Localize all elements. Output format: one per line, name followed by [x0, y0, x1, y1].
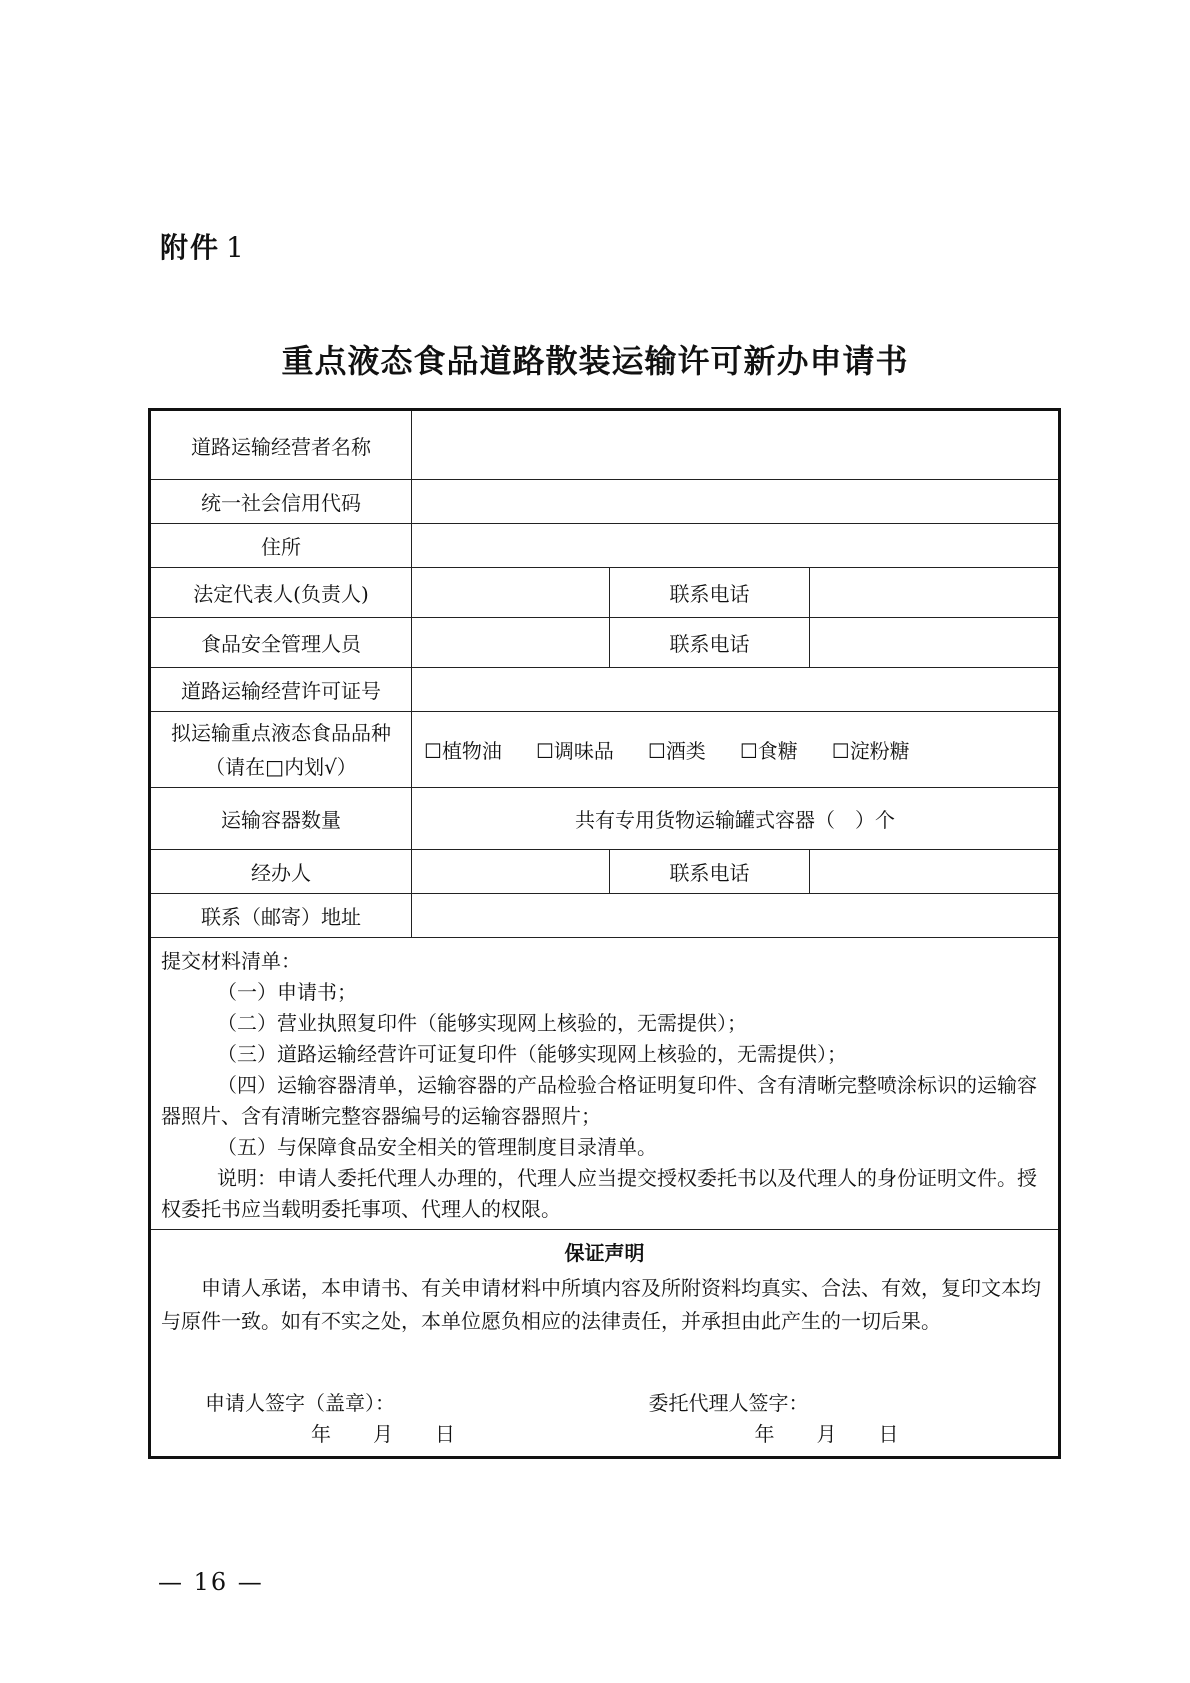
- legal-rep-label: 法定代表人(负责人): [150, 568, 412, 618]
- applicant-sign-date: [161, 1418, 605, 1450]
- variety-option-text: 淀粉糖: [849, 739, 910, 763]
- address-label: 住所: [150, 524, 412, 568]
- row-food-safety-manager: [150, 618, 1060, 668]
- variety-option-starch-sugar[interactable]: [832, 735, 910, 764]
- variety-option-text: 调味品: [553, 739, 614, 763]
- handler-phone-field[interactable]: [810, 850, 1060, 894]
- address-field[interactable]: [412, 524, 1060, 568]
- materials-item: （三）道路运输经营许可证复印件（能够实现网上核验的，无需提供）；: [217, 1042, 847, 1066]
- food-variety-label-line2: （请在□内划√）: [205, 754, 357, 779]
- legal-rep-phone-field[interactable]: [810, 568, 1060, 618]
- row-mail-address: [150, 894, 1060, 938]
- agent-signature: [605, 1388, 1049, 1450]
- checkbox-icon[interactable]: ☐: [647, 739, 666, 763]
- food-safety-manager-label: 食品安全管理人员: [150, 618, 412, 668]
- date-year: 年: [311, 1422, 331, 1446]
- applicant-sign-label: 申请人签字（盖章）：: [205, 1391, 395, 1415]
- date-month: 月: [816, 1422, 837, 1446]
- materials-note: 说明：申请人委托代理人办理的，代理人应当提交授权委托书以及代理人的身份证明文件。授权委托书应当载明委托事项、代理人的权限。: [161, 1166, 1037, 1221]
- container-count-label: 运输容器数量: [150, 788, 412, 850]
- mail-address-label: 联系（邮寄）地址: [150, 894, 412, 938]
- row-handler: [150, 850, 1060, 894]
- container-count-text[interactable]: 共有专用货物运输罐式容器（ ）个: [412, 788, 1060, 850]
- date-day: 日: [878, 1422, 899, 1446]
- variety-option-text: 植物油: [441, 739, 502, 763]
- checkbox-icon[interactable]: ☐: [535, 739, 554, 763]
- materials-item: （一）申请书；: [217, 980, 357, 1004]
- materials-item: （五）与保障食品安全相关的管理制度目录清单。: [217, 1135, 657, 1159]
- materials-heading: 提交材料清单：: [161, 949, 301, 973]
- materials-item: （四）运输容器清单，运输容器的产品检验合格证明复印件、含有清晰完整喷涂标识的运输容器照片、含有清晰完整容器编号的运输容器照片；: [161, 1073, 1037, 1128]
- row-materials: [150, 938, 1060, 1230]
- manager-phone-field[interactable]: [810, 618, 1060, 668]
- application-form-table: [148, 408, 1061, 1459]
- document-title: 重点液态食品道路散装运输许可新办申请书: [281, 342, 909, 380]
- checkbox-icon[interactable]: ☐: [424, 739, 442, 763]
- declaration-title: 保证声明: [564, 1241, 645, 1265]
- materials-item: （二）营业执照复印件（能够实现网上核验的，无需提供）；: [217, 1011, 747, 1035]
- applicant-signature: [161, 1388, 605, 1450]
- row-food-variety: [150, 712, 1060, 788]
- handler-phone-label: 联系电话: [610, 850, 810, 894]
- food-variety-options: [412, 712, 1060, 788]
- row-credit-code: [150, 480, 1060, 524]
- checkbox-icon[interactable]: ☐: [739, 739, 758, 763]
- materials-list: [150, 938, 1060, 1230]
- handler-label: 经办人: [150, 850, 412, 894]
- food-safety-manager-field[interactable]: [412, 618, 610, 668]
- page-number: — 16 —: [158, 1568, 264, 1596]
- declaration-section: [150, 1230, 1060, 1458]
- variety-option-condiment[interactable]: [536, 735, 614, 764]
- attachment-number: 1: [226, 231, 246, 264]
- license-no-field[interactable]: [412, 668, 1060, 712]
- date-day: 日: [435, 1422, 455, 1446]
- legal-rep-field[interactable]: [412, 568, 610, 618]
- date-month: 月: [373, 1422, 393, 1446]
- attachment-label: [160, 226, 246, 266]
- row-legal-rep: [150, 568, 1060, 618]
- legal-rep-phone-label: 联系电话: [610, 568, 810, 618]
- row-operator-name: [150, 410, 1060, 480]
- operator-name-field[interactable]: [412, 410, 1060, 480]
- variety-option-sugar[interactable]: [740, 735, 798, 764]
- food-variety-label-line1: 拟运输重点液态食品品种: [171, 720, 391, 745]
- credit-code-field[interactable]: [412, 480, 1060, 524]
- declaration-body: 申请人承诺，本申请书、有关申请材料中所填内容及所附资料均真实、合法、有效，复印文本均与原件一致。如有不实之处，本单位愿负相应的法律责任，并承担由此产生的一切后果。: [161, 1276, 1041, 1333]
- handler-field[interactable]: [412, 850, 610, 894]
- variety-option-liquor[interactable]: [648, 735, 706, 764]
- operator-name-label: 道路运输经营者名称: [150, 410, 412, 480]
- variety-option-text: 酒类: [665, 739, 706, 763]
- credit-code-label: 统一社会信用代码: [150, 480, 412, 524]
- row-address: [150, 524, 1060, 568]
- row-declaration: [150, 1230, 1060, 1458]
- agent-sign-date: [605, 1418, 1049, 1450]
- variety-option-text: 食糖: [757, 739, 798, 763]
- variety-option-vegetable-oil[interactable]: [424, 735, 502, 764]
- checkbox-icon[interactable]: ☐: [831, 739, 850, 763]
- mail-address-field[interactable]: [412, 894, 1060, 938]
- signature-row: [161, 1388, 1048, 1450]
- attachment-label-text: 附件: [160, 231, 221, 264]
- manager-phone-label: 联系电话: [610, 618, 810, 668]
- row-license-no: [150, 668, 1060, 712]
- food-variety-label: [150, 712, 412, 788]
- agent-sign-label: 委托代理人签字：: [648, 1391, 809, 1415]
- date-year: 年: [754, 1422, 775, 1446]
- row-container-count: [150, 788, 1060, 850]
- license-no-label: 道路运输经营许可证号: [150, 668, 412, 712]
